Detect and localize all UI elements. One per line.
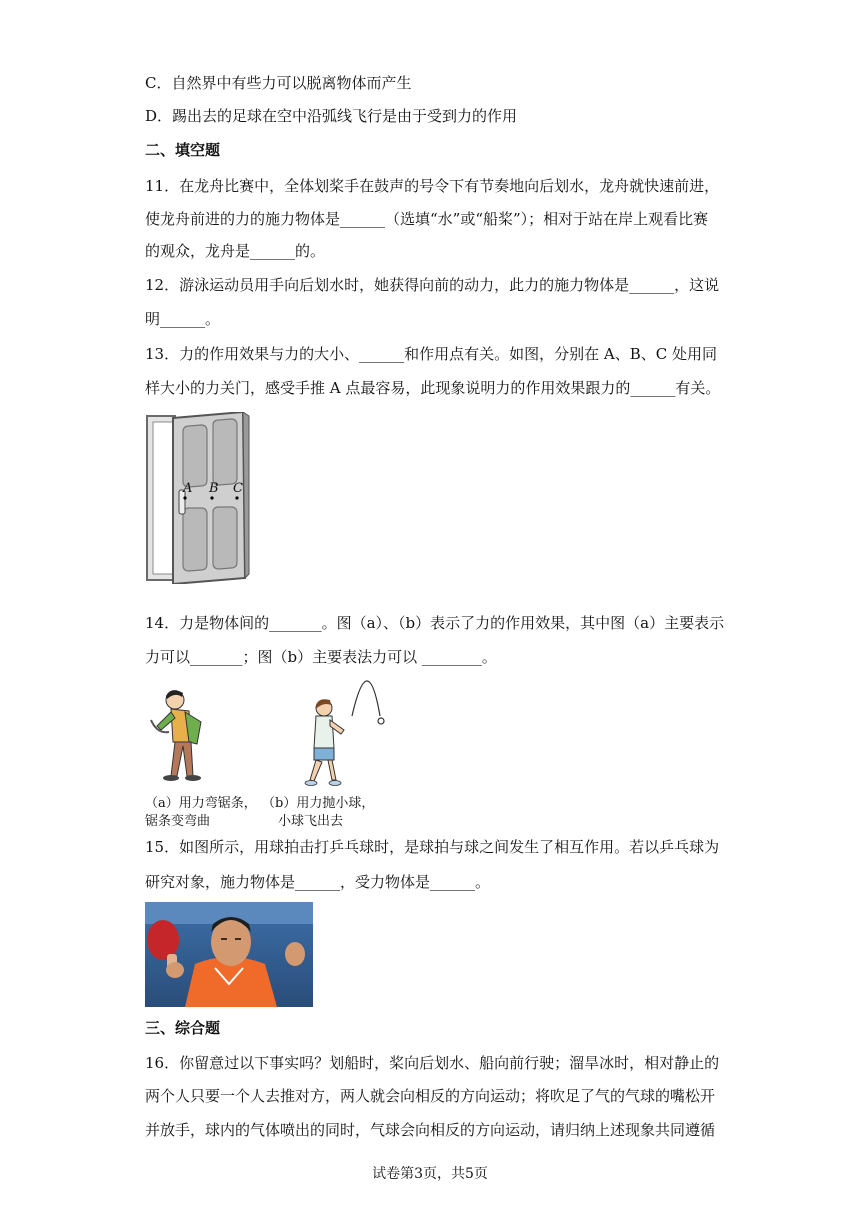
q13-line2: 样大小的力关门，感受手推 A 点最容易，此现象说明力的作用效果跟力的______有关。 — [145, 379, 721, 397]
q16-line3: 并放手，球内的气体喷出的同时，气球会向相反的方向运动，请归纳上述现象共同遵循 — [145, 1121, 716, 1139]
figure-b-caption-2: 小球飞出去 — [278, 814, 344, 829]
option-d: D．踢出去的足球在空中沿弧线飞行是由于受到力的作用 — [145, 107, 518, 125]
page-footer: 试卷第3页，共5页 — [372, 1166, 488, 1182]
door-label-b: B — [209, 481, 219, 496]
q11-line1: 11．在龙舟比赛中，全体划桨手在鼓声的号令下有节奏地向后划水，龙舟就快速前进， — [145, 177, 720, 195]
table-tennis-photo — [145, 902, 313, 1007]
q15-line1: 15．如图所示，用球拍击打乒乓球时，是球拍与球之间发生了相互作用。若以乒乓球为 — [145, 838, 720, 856]
figure-a-caption-2: 锯条变弯曲 — [145, 814, 211, 829]
q13-line1: 13．力的作用效果与力的大小、______和作用点有关。如图，分别在 A、B、C 处用同 — [145, 345, 717, 363]
door-figure — [145, 412, 255, 584]
q14-line1: 14．力是物体间的_______。图（a）、（b）表示了力的作用效果，其中图（a）主要表示 — [145, 614, 725, 632]
q11-line2: 使龙舟前进的力的施力物体是______（选填“水”或“船桨”）；相对于站在岸上观看比赛 — [145, 210, 709, 228]
q14-line2: 力可以_______；图（b）主要表法力可以 ________。 — [145, 648, 497, 666]
q16-line1: 16．你留意过以下事实吗？划船时，桨向后划水、船向前行驶；溜旱冰时，相对静止的 — [145, 1054, 720, 1072]
figure-a-bending-saw — [145, 686, 265, 786]
door-label-a: A — [183, 481, 193, 496]
section-fill-in-title: 二、填空题 — [145, 141, 221, 159]
q12-line2: 明______。 — [145, 310, 221, 328]
figure-a-caption-1: （a）用力弯锯条， — [145, 796, 257, 811]
section-comprehensive-title: 三、综合题 — [145, 1019, 221, 1037]
figure-b-caption-1: （b）用力抛小球， — [262, 796, 375, 811]
q15-line2: 研究对象，施力物体是______，受力物体是______。 — [145, 873, 491, 891]
q12-line1: 12．游泳运动员用手向后划水时，她获得向前的动力，此力的施力物体是______，这说 — [145, 276, 720, 294]
q11-line3: 的观众，龙舟是______的。 — [145, 242, 326, 260]
option-c: C．自然界中有些力可以脱离物体而产生 — [145, 74, 412, 92]
figure-b-throwing-ball — [300, 676, 400, 791]
door-label-c: C — [233, 481, 243, 496]
q16-line2: 两个人只要一个人去推对方，两人就会向相反的方向运动；将吹足了气的气球的嘴松开 — [145, 1087, 716, 1105]
